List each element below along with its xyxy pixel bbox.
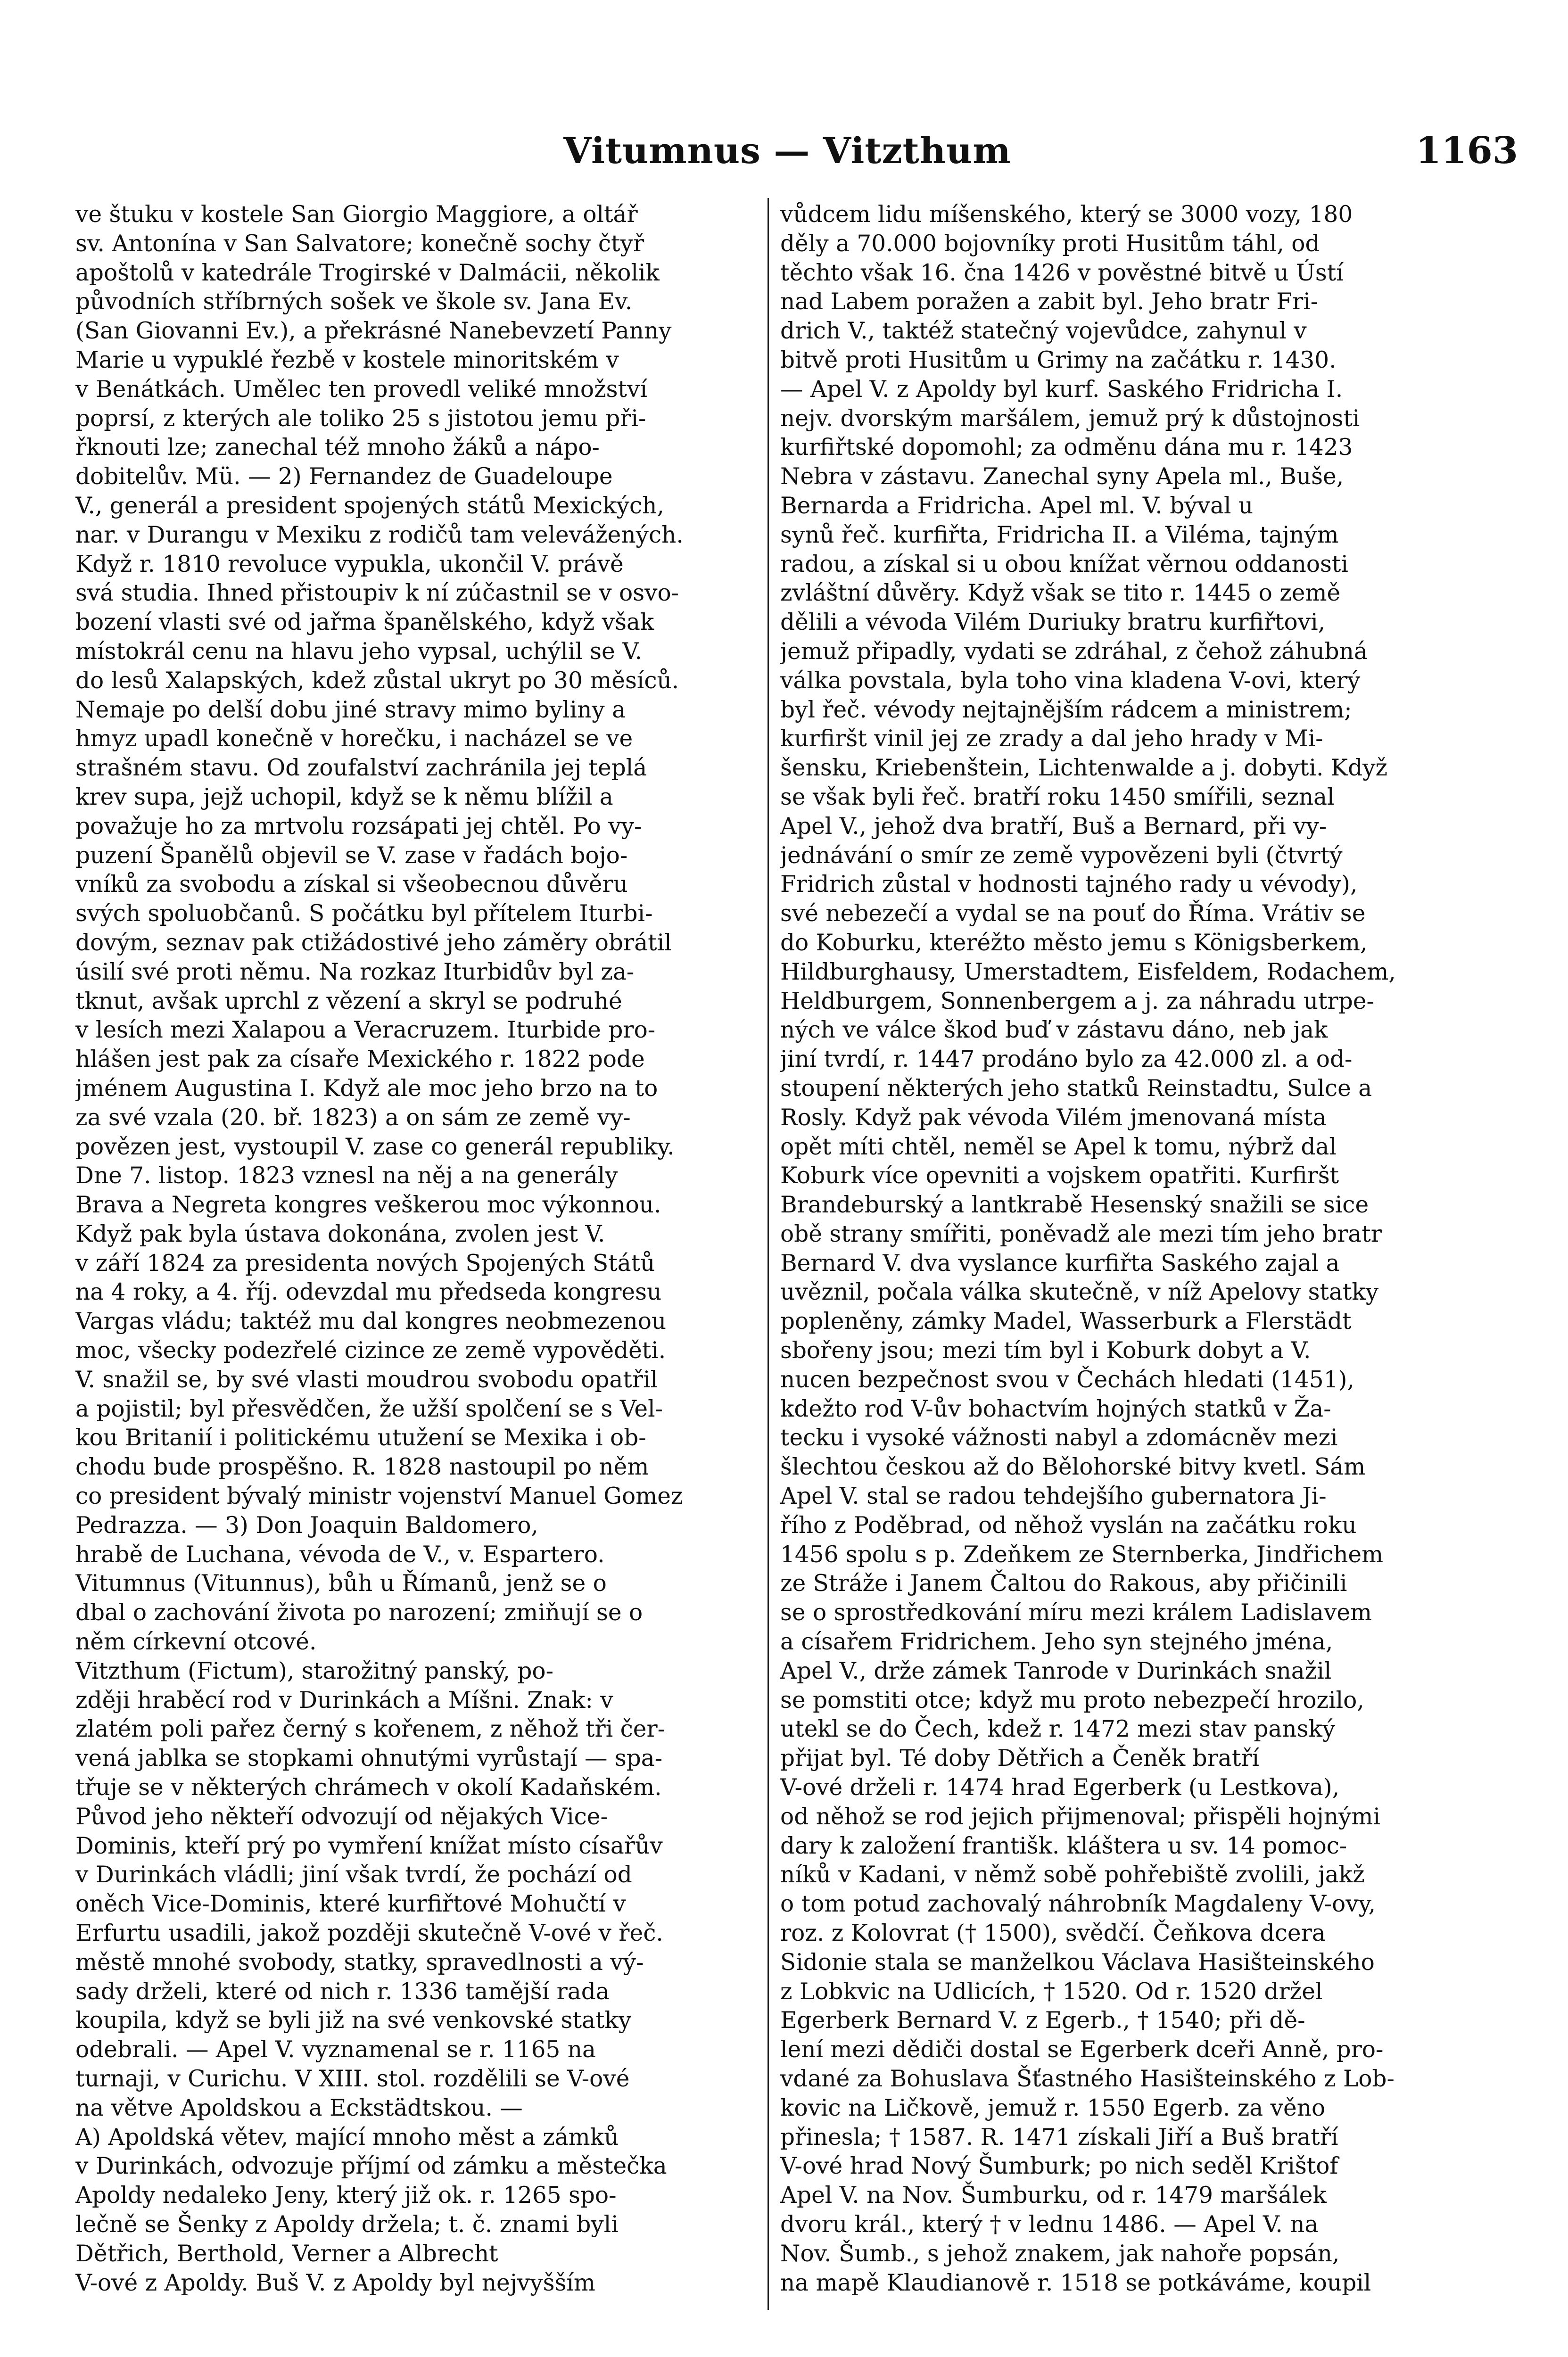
text-line: se o sprostředkování míru mezi králem Ladislavem (780, 1599, 1372, 1626)
text-line: Brava a Negreta kongres veškerou moc výkonnou. (75, 1192, 661, 1219)
text-line: zlatém poli pařez černý s kořenem, z něhož tři čer- (75, 1716, 666, 1743)
right-column (780, 200, 1466, 2298)
text-line: řího z Poděbrad, od něhož vyslán na začátku roku (780, 1512, 1357, 1539)
text-line: Fridrich zůstal v hodnosti tajného rady u vévody), (780, 871, 1358, 898)
text-line: Původ jeho někteří odvozují od nějakých Vice- (75, 1803, 608, 1830)
text-line: Sidonie stala se manželkou Václava Hasišteinského (780, 1949, 1375, 1976)
text-line: jiní tvrdí, r. 1447 prodáno bylo za 42.000 zl. a od- (780, 1046, 1353, 1073)
page-header (47, 127, 1527, 184)
text-line: nad Labem poražen a zabit byl. Jeho bratr Fri- (780, 288, 1319, 315)
text-line: V., generál a president spojených států Mexických, (75, 492, 664, 519)
text-line: hlášen jest pak za císaře Mexického r. 1822 pode (75, 1046, 645, 1073)
text-line: v Benátkách. Umělec ten provedl veliké množství (75, 376, 647, 403)
text-line: nejv. dvorským maršálem, jemuž prý k důstojnosti (780, 405, 1360, 432)
text-line: šensku, Kriebenštein, Lichtenwalde a j. dobyti. Když (780, 755, 1388, 782)
text-line: těchto však 16. čna 1426 v pověstné bitvě u Ústí (780, 259, 1344, 286)
text-line: utekl se do Čech, kdež r. 1472 mezi stav panský (780, 1716, 1336, 1743)
text-line: Nov. Šumb., s jehož znakem, jak nahoře popsán, (780, 2240, 1340, 2267)
text-line: Dominis, kteří prý po vymření knížat místo císařův (75, 1832, 663, 1859)
text-line: do Koburku, kteréžto město jemu s Königsberkem, (780, 929, 1368, 956)
text-line: V-ové drželi r. 1474 hrad Egerberk (u Lestkova), (780, 1774, 1340, 1801)
text-line: dovým, seznav pak ctižádostivé jeho záměry obrátil (75, 929, 672, 956)
text-line: na 4 roky, a 4. říj. odevzdal mu předseda kongresu (75, 1279, 662, 1306)
text-line: Dětřich, Berthold, Verner a Albrecht (75, 2240, 498, 2267)
text-line: Když r. 1810 revoluce vypukla, ukončil V. právě (75, 551, 624, 577)
text-line: své nebezečí a vydal se na pouť do Říma. Vrátiv se (780, 900, 1366, 927)
text-line: za své vzala (20. bř. 1823) a on sám ze země vy- (75, 1104, 631, 1131)
text-line: Hildburghausy, Umerstadtem, Eisfeldem, Rodachem, (780, 958, 1396, 985)
text-line: přinesla; † 1587. R. 1471 získali Jiří a Buš bratří (780, 2124, 1338, 2151)
text-line: v Durinkách, odvozuje příjmí od zámku a městečka (75, 2153, 667, 2180)
text-line: místokrál cenu na hlavu jeho vypsal, uchýlil se V. (75, 638, 643, 665)
text-line: lečně se Šenky z Apoldy držela; t. č. znami byli (75, 2211, 619, 2238)
text-line: turnaji, v Curichu. V XIII. stol. rozdělili se V-ové (75, 2066, 630, 2092)
text-line: drich V., taktéž statečný vojevůdce, zahynul v (780, 318, 1307, 345)
text-line: vdané za Bohuslava Šťastného Hasišteinského z Lob- (780, 2066, 1395, 2092)
text-line: ze Stráže i Janem Čaltou do Rakous, aby přičinili (780, 1570, 1347, 1597)
text-line: puzení Španělů objevil se V. zase v řadách bojo- (75, 842, 628, 869)
text-line: zději hraběcí rod v Durinkách a Míšni. Znak: v (75, 1687, 613, 1714)
text-line: Vargas vládu; taktéž mu dal kongres neobmezenou (75, 1308, 667, 1335)
text-line: oněch Vice-Dominis, které kurfiřtové Mohučtí v (75, 1891, 626, 1918)
text-line: — Apel V. z Apoldy byl kurf. Saského Fridricha I. (780, 376, 1343, 403)
text-line: Erfurtu usadili, jakož později skutečně V-ové v řeč. (75, 1920, 663, 1947)
text-line: obě strany smířiti, poněvadž ale mezi tím jeho bratr (780, 1220, 1382, 1247)
text-line: Apel V. stal se radou tehdejšího gubernatora Ji- (780, 1483, 1327, 1510)
text-line: sady drželi, které od nich r. 1336 tamější rada (75, 1978, 610, 2005)
column-divider (767, 198, 769, 2310)
text-line: byl řeč. vévody nejtajnějším rádcem a ministrem; (780, 696, 1352, 723)
text-line: poprsí, z kterých ale toliko 25 s jistotou jemu při- (75, 405, 646, 432)
text-line: na mapě Klaudianově r. 1518 se potkáváme, koupil (780, 2269, 1371, 2296)
text-line: Pedrazza. — 3) Don Joaquin Baldomero, (75, 1512, 538, 1539)
text-line: Vitumnus (Vitunnus), bůh u Římanů, jenž se o (75, 1570, 607, 1597)
text-line: Dne 7. listop. 1823 vznesl na něj a na generály (75, 1162, 618, 1189)
text-line: Když pak byla ústava dokonána, zvolen jest V. (75, 1220, 605, 1247)
text-line: kdežto rod V-ův bohactvím hojných statků v Ža- (780, 1395, 1331, 1422)
text-line: Apel V., drže zámek Tanrode v Durinkách snažil (780, 1657, 1332, 1684)
text-line: se však byli řeč. bratří roku 1450 smířili, seznal (780, 783, 1335, 810)
text-line: nucen bezpečnost svou v Čechách hledati (1451), (780, 1366, 1354, 1393)
text-line: roz. z Kolovrat († 1500), svědčí. Čeňkova dcera (780, 1920, 1326, 1947)
text-line: vníků za svobodu a získal si všeobecnou důvěru (75, 871, 628, 898)
text-line: A) Apoldská větev, mající mnoho měst a zámků (75, 2124, 619, 2151)
text-line: uvěznil, počala válka skutečně, v níž Apelovy statky (780, 1279, 1379, 1306)
text-line: chodu bude prospěšno. R. 1828 nastoupil po něm (75, 1454, 649, 1481)
text-line: V-ové z Apoldy. Buš V. z Apoldy byl nejvyšším (75, 2269, 595, 2296)
text-line: dobitelův. Mü. — 2) Fernandez de Guadeloupe (75, 463, 613, 490)
text-line: dělili a vévoda Vilém Duriuky bratru kurfiřtovi, (780, 609, 1326, 636)
text-line: dvoru král., který † v lednu 1486. — Apel V. na (780, 2211, 1319, 2238)
text-line: sv. Antonína v San Salvatore; konečně sochy čtyř (75, 230, 644, 257)
text-line: v lesích mezi Xalapou a Veracruzem. Iturbide pro- (75, 1017, 656, 1044)
text-line: jménem Augustina I. Když ale moc jeho brzo na to (75, 1075, 658, 1102)
text-line: V-ové hrad Nový Šumburk; po nich seděl Krištof (780, 2153, 1338, 2180)
text-line: radou, a získal si u obou knížat věrnou oddanosti (780, 551, 1348, 577)
left-column (75, 200, 761, 2298)
text-line: Egerberk Bernard V. z Egerb., † 1540; při dě- (780, 2007, 1305, 2034)
text-line: ve štuku v kostele San Giorgio Maggiore, a oltář (75, 201, 638, 228)
text-line: přijat byl. Té doby Dětřich a Čeněk bratří (780, 1745, 1260, 1772)
text-line: ných ve válce škod buď v zástavu dáno, neb jak (780, 1017, 1328, 1044)
text-line: koupila, když se byli již na své venkovské statky (75, 2007, 632, 2034)
text-line: Heldburgem, Sonnenbergem a j. za náhradu utrpe- (780, 988, 1374, 1014)
text-line: stoupení některých jeho statků Reinstadtu, Sulce a (780, 1075, 1372, 1102)
text-line: jemuž připadly, vydati se zdráhal, z čehož záhubná (780, 638, 1368, 665)
text-line: šlechtou českou až do Bělohorské bitvy kvetl. Sám (780, 1454, 1366, 1481)
text-line: považuje ho za mrtvolu rozsápati jej chtěl. Po vy- (75, 813, 642, 840)
page-number: 1163 (1415, 129, 1518, 172)
text-line: třuje se v některých chrámech v okolí Kadaňském. (75, 1774, 662, 1801)
text-line: dbal o zachování života po narození; zmiňují se o (75, 1599, 643, 1626)
text-line: krev supa, jejž uchopil, když se k němu blížil a (75, 783, 613, 810)
text-line: Brandeburský a lantkrabě Hesenský snažili se sice (780, 1192, 1369, 1219)
text-line: bození vlasti své od jařma španělského, když však (75, 609, 654, 636)
running-head: Vitumnus — Vitzthum (563, 130, 1011, 172)
text-line: Vitzthum (Fictum), starožitný panský, po- (75, 1657, 554, 1684)
text-line: kou Britanií i politickému utužení se Mexika i ob- (75, 1425, 646, 1451)
text-line: Koburk více opevniti a vojskem opatřiti. Kurfiršt (780, 1162, 1339, 1189)
text-line: popleněny, zámky Madel, Wasserburk a Flerstädt (780, 1308, 1352, 1335)
text-line: Rosly. Když pak vévoda Vilém jmenovaná místa (780, 1104, 1327, 1131)
text-line: Apoldy nedaleko Jeny, který již ok. r. 1265 spo- (75, 2182, 617, 2209)
text-line: vůdcem lidu míšenského, který se 3000 vozy, 180 (780, 201, 1353, 228)
text-line: kurfiřtské dopomohl; za odměnu dána mu r. 1423 (780, 434, 1353, 461)
text-line: v Durinkách vládli; jiní však tvrdí, že pochází od (75, 1862, 632, 1888)
text-line: 1456 spolu s p. Zdeňkem ze Sternberka, Jindřichem (780, 1541, 1384, 1568)
text-line: strašném stavu. Od zoufalství zachránila jej teplá (75, 755, 647, 782)
text-line: níků v Kadani, v němž sobě pohřebiště zvolili, jakž (780, 1862, 1365, 1888)
text-line: hrabě de Luchana, vévoda de V., v. Espartero. (75, 1541, 605, 1568)
text-line: a pojistil; byl přesvědčen, že užší spolčení se s Vel- (75, 1395, 663, 1422)
text-line: Apel V. na Nov. Šumburku, od r. 1479 maršálek (780, 2182, 1327, 2209)
text-line: zvláštní důvěry. Když však se tito r. 1445 o země (780, 580, 1341, 607)
text-line: jednávání o smír ze země vypovězeni byli (čtvrtý (780, 842, 1343, 869)
text-line: městě mnohé svobody, statky, spravedlnosti a vý- (75, 1949, 644, 1976)
text-line: na větve Apoldskou a Eckstädtskou. — (75, 2094, 523, 2121)
text-line: co president bývalý ministr vojenství Manuel Gomez (75, 1483, 683, 1510)
text-line: moc, všecky podezřelé cizince ze země vypověděti. (75, 1337, 666, 1364)
text-line: úsilí své proti němu. Na rozkaz Iturbidův byl za- (75, 958, 635, 985)
text-line: tecku i vysoké vážnosti nabyl a zdomácněv mezi (780, 1425, 1338, 1451)
text-line: původních stříbrných sošek ve škole sv. Jana Ev. (75, 288, 633, 315)
text-line: bitvě proti Husitům u Grimy na začátku r. 1430. (780, 346, 1337, 373)
text-line: z Lobkvic na Udlicích, † 1520. Od r. 1520 držel (780, 1978, 1323, 2005)
text-line: se pomstiti otce; když mu proto nebezpečí hrozilo, (780, 1687, 1364, 1714)
text-line: vená jablka se stopkami ohnutými vyrůstají — spa- (75, 1745, 663, 1772)
text-line: apoštolů v katedrále Trogirské v Dalmácii, několik (75, 259, 660, 286)
text-line: děly a 70.000 bojovníky proti Husitům táhl, od (780, 230, 1320, 257)
text-line: od něhož se rod jejich přijmenoval; přispěli hojnými (780, 1803, 1380, 1830)
text-line: opět míti chtěl, neměl se Apel k tomu, nýbrž dal (780, 1133, 1337, 1160)
text-line: synů řeč. kurfiřta, Fridricha II. a Viléma, tajným (780, 521, 1339, 548)
text-line: v září 1824 za presidenta nových Spojených Států (75, 1250, 655, 1277)
text-line: válka povstala, byla toho vina kladena V-ovi, který (780, 667, 1361, 694)
text-line: Marie u vypuklé řezbě v kostele minoritském v (75, 346, 619, 373)
text-line: řknouti lze; zanechal též mnoho žáků a nápo- (75, 434, 600, 461)
text-line: svých spoluobčanů. S počátku byl přítelem Iturbi- (75, 900, 653, 927)
text-line: Nemaje po delší dobu jiné stravy mimo byliny a (75, 696, 626, 723)
text-line: sbořeny jsou; mezi tím byl i Koburk dobyt a V. (780, 1337, 1311, 1364)
text-line: dary k založení františk. kláštera u sv. 14 pomoc- (780, 1832, 1347, 1859)
text-line: odebrali. — Apel V. vyznamenal se r. 1165 na (75, 2036, 596, 2063)
text-line: kovic na Ličkově, jemuž r. 1550 Egerb. za věno (780, 2094, 1326, 2121)
text-line: Bernarda a Fridricha. Apel ml. V. býval u (780, 492, 1254, 519)
text-line: o tom potud zachovalý náhrobník Magdaleny V-ovy, (780, 1891, 1376, 1918)
text-line: V. snažil se, by své vlasti moudrou svobodu opatřil (75, 1366, 658, 1393)
text-line: povězen jest, vystoupil V. zase co generál republiky. (75, 1133, 675, 1160)
text-line: něm církevní otcové. (75, 1629, 317, 1656)
text-line: Bernard V. dva vyslance kurfiřta Saského zajal a (780, 1250, 1340, 1277)
text-line: svá studia. Ihned přistoupiv k ní zúčastnil se v osvo- (75, 580, 679, 607)
text-line: a císařem Fridrichem. Jeho syn stejného jména, (780, 1629, 1333, 1656)
text-line: Apel V., jehož dva bratří, Buš a Bernard, při vy- (780, 813, 1327, 840)
text-line: Nebra v zástavu. Zanechal syny Apela ml., Buše, (780, 463, 1344, 490)
text-line: hmyz upadl konečně v horečku, i nacházel se ve (75, 725, 633, 752)
text-line: nar. v Durangu v Mexiku z rodičů tam velevážených. (75, 521, 684, 548)
text-line: (San Giovanni Ev.), a překrásné Nanebevzetí Panny (75, 318, 672, 345)
text-line: do lesů Xalapských, kdež zůstal ukryt po 30 měsíců. (75, 667, 679, 694)
text-line: lení mezi dědiči dostal se Egerberk dceři Anně, pro- (780, 2036, 1384, 2063)
text-line: tknut, avšak uprchl z vězení a skryl se podruhé (75, 988, 622, 1014)
text-line: kurfiršt vinil jej ze zrady a dal jeho hrady v Mi- (780, 725, 1323, 752)
